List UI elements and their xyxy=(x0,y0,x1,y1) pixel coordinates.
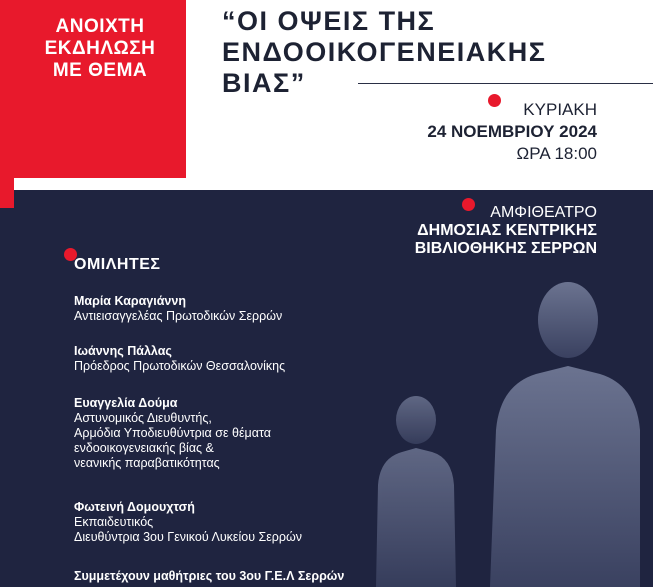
venue-line: ΔΗΜΟΣΙΑΣ ΚΕΝΤΡΙΚΗΣ xyxy=(417,222,597,239)
participants-note: Συμμετέχουν μαθήτριες του 3ου Γ.Ε.Λ Σερρών xyxy=(74,569,345,583)
speaker-role: ενδοοικογενειακής βίας & xyxy=(74,441,214,455)
speaker-role: νεανικής παραβατικότητας xyxy=(74,456,220,470)
speaker-entry xyxy=(74,500,302,545)
speaker-role: Αντιεισαγγελέας Πρωτοδικών Σερρών xyxy=(74,309,283,323)
speaker-role: Διευθύντρια 3ου Γενικού Λυκείου Σερρών xyxy=(74,530,303,544)
event-day: ΚΥΡΙΑΚΗ xyxy=(523,100,597,119)
venue-line: ΒΙΒΛΙΟΘΗΚΗΣ ΣΕΡΡΩΝ xyxy=(414,240,597,257)
speaker-name: Μαρία Καραγιάννη xyxy=(74,294,186,308)
title-line: ΒΙΑΣ” xyxy=(222,68,306,98)
title-line: “ΟΙ ΟΨΕΙΣ ΤΗΣ xyxy=(222,6,436,36)
speaker-name: Ευαγγελία Δούμα xyxy=(74,396,178,410)
event-date xyxy=(427,99,597,165)
event-tag-line: ΕΚΔΗΛΩΣΗ xyxy=(44,38,156,59)
speaker-entry xyxy=(74,396,271,471)
speaker-name: Φωτεινή Δομουχτσή xyxy=(74,500,195,514)
event-venue xyxy=(415,204,597,258)
page-title xyxy=(222,6,642,99)
speaker-role: Αρμόδια Υποδιευθύντρια σε θέματα xyxy=(74,426,271,440)
speaker-role: Αστυνομικός Διευθυντής, xyxy=(74,411,212,425)
speakers-heading: ΟΜΙΛΗΤΕΣ xyxy=(74,256,161,273)
speaker-entry xyxy=(74,294,282,324)
venue-line: ΑΜΦΙΘΕΑΤΡΟ xyxy=(490,204,597,221)
speaker-role: Πρόεδρος Πρωτοδικών Θεσσαλονίκης xyxy=(74,359,286,373)
event-time: ΩΡΑ 18:00 xyxy=(516,144,597,163)
silhouettes-illustration xyxy=(340,270,640,587)
event-tag-line: ΑΝΟΙΧΤΗ xyxy=(55,16,145,37)
adult-silhouette xyxy=(490,282,640,587)
event-tag xyxy=(40,16,160,82)
event-tag-line: ΜΕ ΘΕΜΑ xyxy=(52,60,148,81)
accent-strip xyxy=(0,178,14,208)
title-divider xyxy=(358,83,653,84)
speaker-role: Εκπαιδευτικός xyxy=(74,515,154,529)
speaker-entry xyxy=(74,344,285,374)
title-line: ΕΝΔΟΟΙΚΟΓΕΝΕΙΑΚΗΣ xyxy=(222,37,547,67)
child-silhouette xyxy=(376,396,456,587)
event-date-text: 24 ΝΟΕΜΒΡΙΟΥ 2024 xyxy=(427,122,597,141)
speaker-name: Ιωάννης Πάλλας xyxy=(74,344,172,358)
